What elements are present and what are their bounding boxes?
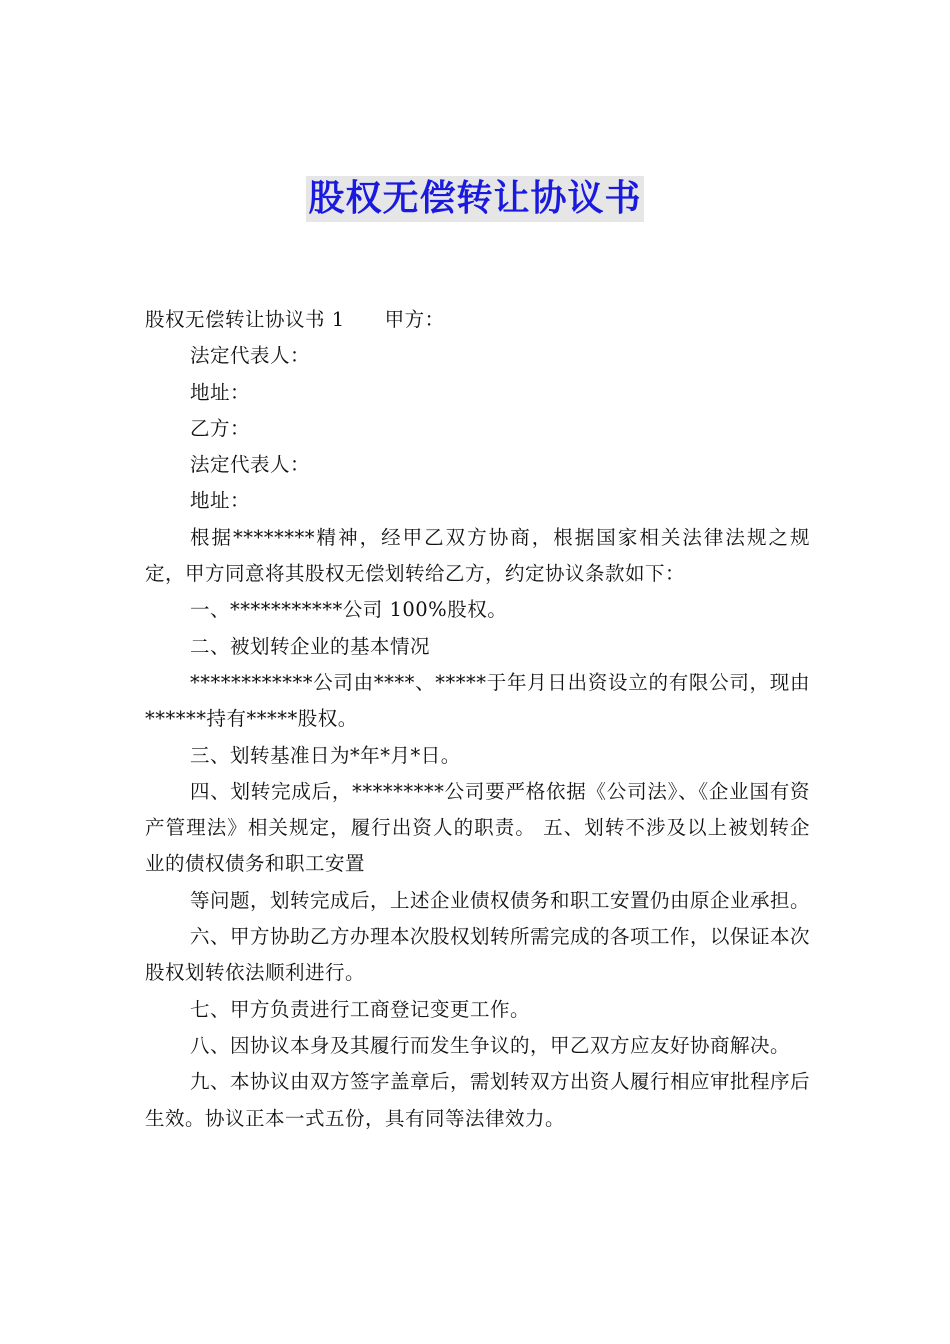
intro-line <box>145 302 810 338</box>
clause-6: 六、甲方协助乙方办理本次股权划转所需完成的各项工作，以保证本次股权划转依法顺利进行。 <box>145 925 811 985</box>
clause-1: 一、***********公司 100%股权。 <box>190 598 508 622</box>
party-b-representative: 法定代表人： <box>190 453 311 477</box>
clause-2-body: ************公司由****、*****于年月日出资设立的有限公司，现由******持有*****股权。 <box>145 670 810 731</box>
party-a-representative: 法定代表人： <box>190 344 311 368</box>
clause-4-5: 四、划转完成后，*********公司要严格依据《公司法》、《企业国有资产管理法》相关规定，履行出资人的职责。 五、划转不涉及以上被划转企业的债权债务和职工安置 <box>145 779 810 876</box>
party-a-address: 地址： <box>190 380 251 404</box>
party-b-label: 乙方： <box>190 416 251 440</box>
document-title: 股权无偿转让协议书 <box>306 176 643 222</box>
clause-2-heading: 二、被划转企业的基本情况 <box>190 634 431 658</box>
intro-doc-label: 股权无偿转让协议书 1 <box>145 308 345 331</box>
clause-3: 三、划转基准日为*年*月*日。 <box>190 743 461 767</box>
preamble-paragraph: 根据********精神，经甲乙双方协商，根据国家相关法律法规之规定，甲方同意将其股权无偿划转给乙方，约定协议条款如下： <box>145 525 810 586</box>
clause-7: 七、甲方负责进行工商登记变更工作。 <box>190 997 531 1021</box>
title-area <box>0 176 950 222</box>
party-b-address: 地址： <box>190 489 251 513</box>
clause-8: 八、因协议本身及其履行而发生争议的，甲乙双方应友好协商解决。 <box>190 1033 791 1057</box>
clause-9: 九、本协议由双方签字盖章后，需划转双方出资人履行相应审批程序后生效。协议正本一式五份，具有同等法律效力。 <box>145 1070 811 1130</box>
party-a-label: 甲方： <box>384 308 445 331</box>
clause-5-continued: 等问题，划转完成后，上述企业债权债务和职工安置仍由原企业承担。 <box>190 888 811 912</box>
document-body <box>145 302 810 1137</box>
